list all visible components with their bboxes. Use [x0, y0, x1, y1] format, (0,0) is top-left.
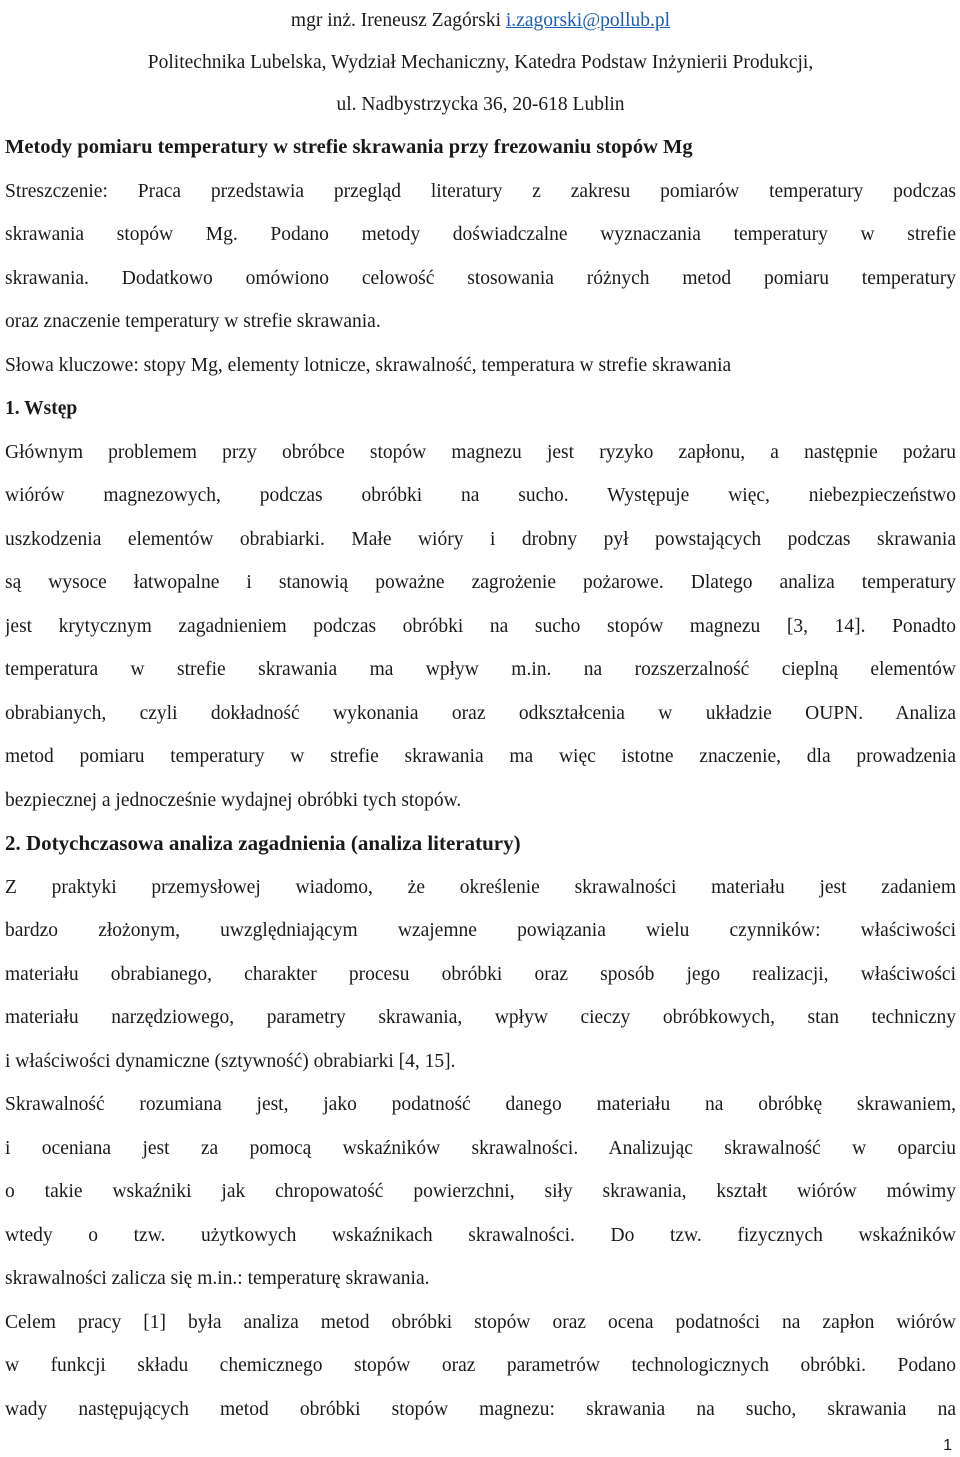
paragraph-line: o takie wskaźniki jak chropowatość powierzchni, siły skrawania, kształt wiórów mówimy	[5, 1181, 956, 1202]
abstract	[5, 170, 956, 344]
section-1-heading: 1. Wstęp	[5, 398, 78, 419]
paragraph-line: Skrawalność rozumiana jest, jako podatność danego materiału na obróbkę skrawaniem,	[5, 1094, 956, 1115]
section-2-paragraph-2	[5, 1083, 956, 1301]
paragraph-line: Celem pracy [1] była analiza metod obróbki stopów oraz ocena podatności na zapłon wiórów	[5, 1311, 956, 1333]
paragraph-line: bezpiecznej a jednocześnie wydajnej obróbki tych stopów.	[5, 789, 462, 811]
paragraph-line: metod pomiaru temperatury w strefie skrawania ma więc istotne znaczenie, dla prowadzenia	[5, 746, 956, 767]
section-1-body	[5, 431, 956, 823]
paragraph-line: temperatura w strefie skrawania ma wpływ m.in. na rozszerzalność cieplną elementów	[5, 659, 956, 680]
keywords: Słowa kluczowe: stopy Mg, elementy lotnicze, skrawalność, temperatura w strefie skrawania	[5, 354, 732, 376]
paper-title: Metody pomiaru temperatury w strefie skrawania przy frezowaniu stopów Mg	[5, 136, 693, 158]
abstract-line: oraz znaczenie temperatury w strefie skrawania.	[5, 311, 381, 332]
paragraph-line: jest krytycznym zagadnieniem podczas obróbki na sucho stopów magnezu [3, 14]. Ponadto	[5, 615, 956, 637]
paragraph-line: i oceniana jest za pomocą wskaźników skrawalności. Analizując skrawalność w oparciu	[5, 1137, 956, 1159]
paragraph-line: wiórów magnezowych, podczas obróbki na sucho. Występuje więc, niebezpieczeństwo	[5, 485, 956, 506]
paragraph-line: wtedy o tzw. użytkowych wskaźnikach skrawalności. Do tzw. fizycznych wskaźników	[5, 1224, 956, 1246]
abstract-line: skrawania stopów Mg. Podano metody doświadczalne wyznaczania temperatury w strefie	[5, 224, 956, 245]
paragraph-line: materiału obrabianego, charakter procesu obróbki oraz sposób jego realizacji, właściwości	[5, 963, 956, 985]
paragraph-line: są wysoce łatwopalne i stanowią poważne zagrożenie pożarowe. Dlatego analiza temperatury	[5, 572, 956, 593]
paragraph-line: i właściwości dynamiczne (sztywność) obrabiarki [4, 15].	[5, 1050, 456, 1072]
paragraph-line: w funkcji składu chemicznego stopów oraz parametrów technologicznych obróbki. Podano	[5, 1355, 956, 1376]
section-2-paragraph-1	[5, 866, 956, 1084]
author-email-link[interactable]: i.zagorski@pollub.pl	[505, 10, 671, 31]
affiliation-line: Politechnika Lubelska, Wydział Mechaniczny, Katedra Podstaw Inżynierii Produkcji,	[147, 52, 814, 73]
paragraph-line: wady następujących metod obróbki stopów magnezu: skrawania na sucho, skrawania na	[5, 1398, 956, 1420]
abstract-line: Streszczenie: Praca przedstawia przegląd literatury z zakresu pomiarów temperatury podczas	[5, 180, 956, 202]
paragraph-line: skrawalności zalicza się m.in.: temperaturę skrawania.	[5, 1268, 430, 1289]
address-line: ul. Nadbystrzycka 36, 20-618 Lublin	[336, 94, 625, 115]
section-2-heading: 2. Dotychczasowa analiza zagadnienia (analiza literatury)	[5, 831, 521, 855]
paragraph-line: Głównym problemem przy obróbce stopów magnezu jest ryzyko zapłonu, a następnie pożaru	[5, 441, 956, 463]
document-page	[5, 0, 956, 1431]
paragraph-line: materiału narzędziowego, parametry skrawania, wpływ cieczy obróbkowych, stan techniczny	[5, 1007, 956, 1028]
paragraph-line: obrabianych, czyli dokładność wykonania oraz odkształcenia w układzie OUPN. Analiza	[5, 702, 956, 724]
paragraph-line: Z praktyki przemysłowej wiadomo, że określenie skrawalności materiału jest zadaniem	[5, 876, 956, 898]
abstract-line: skrawania. Dodatkowo omówiono celowość stosowania różnych metod pomiaru temperatury	[5, 267, 956, 289]
section-2-paragraph-3	[5, 1301, 956, 1432]
paragraph-line: bardzo złożonym, uwzględniającym wzajemne powiązania wielu czynników: właściwości	[5, 920, 956, 941]
paragraph-line: uszkodzenia elementów obrabiarki. Małe wióry i drobny pył powstających podczas skrawania	[5, 528, 956, 550]
author-line	[5, 0, 956, 42]
author-name: mgr inż. Ireneusz Zagórski	[290, 10, 506, 31]
page-number: 1	[943, 1437, 952, 1454]
